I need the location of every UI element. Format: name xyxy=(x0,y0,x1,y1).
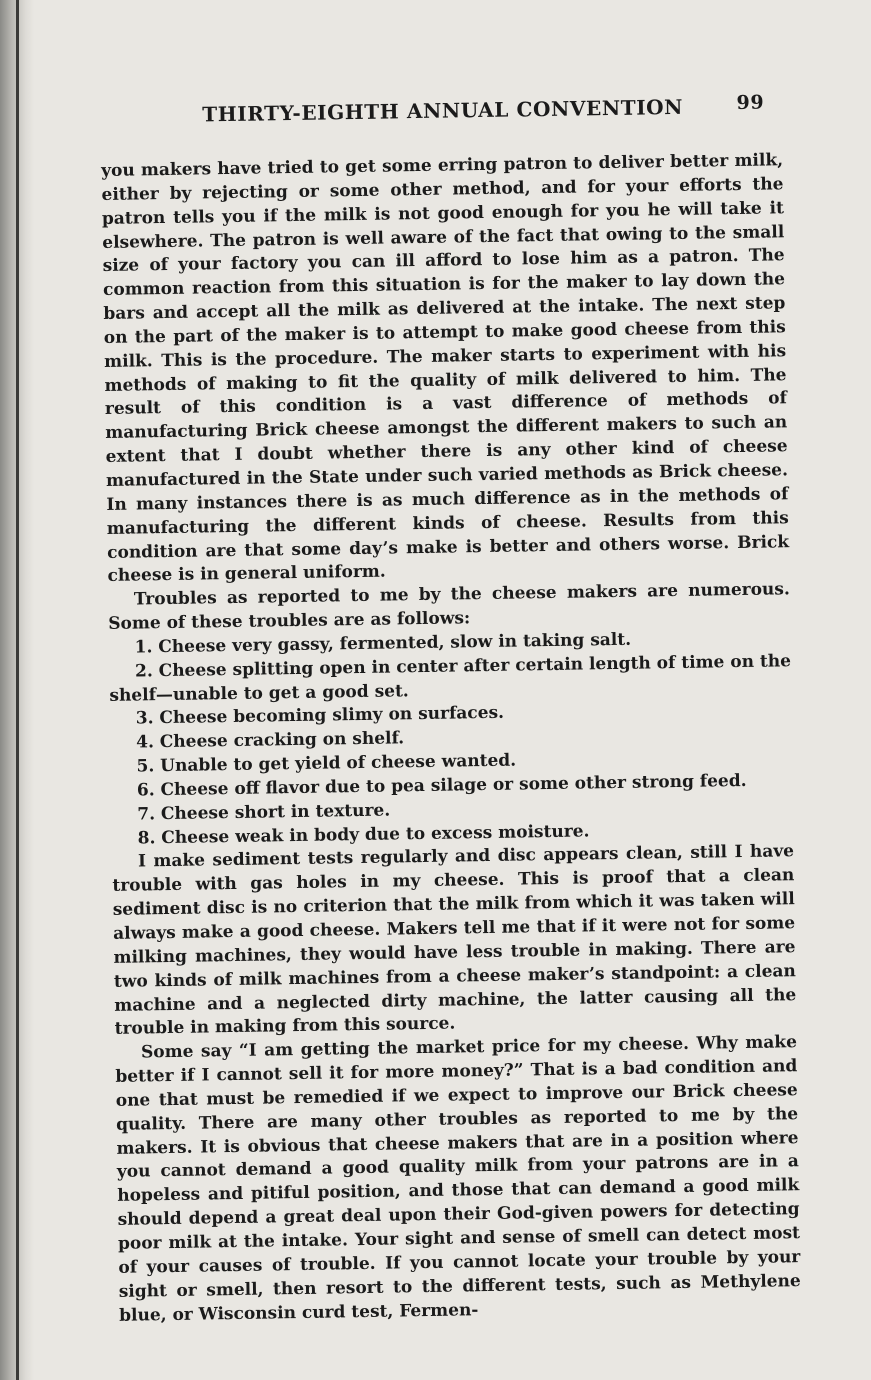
book-page xyxy=(100,85,801,1328)
binding-edge xyxy=(16,0,19,1380)
paragraph-makers-patrons: you makers have tried to get some erring patron to deliver better milk, either by rejecting or some other method, and for your efforts the patron tells you if the milk is not good enough for you he will take it elsewhere. The patron is well aware of the fact that owing to the small size of your factory you can ill afford to lose him as a patron. The common reaction from this situation is for the maker to lay down the bars and accept all the milk as delivered at the intake. The next step on the part of the maker is to attempt to make good cheese from this milk. This is the procedure. The maker starts to experiment with his methods of making to fit the quality of milk delivered to him. The result of this condition is a vast difference of methods of manufacturing Brick cheese amongst the different makers to such an extent that I doubt whether there is any other kind of cheese manufactured in the State under such varied methods as Brick cheese. In many instances there is as much difference as in the methods of manufacturing the different kinds of cheese. Results from this condition are that some day’s make is better and others worse. Brick cheese is in general uniform. xyxy=(101,150,790,587)
trouble-item-3: 3. Cheese becoming slimy on surfaces. xyxy=(135,703,505,729)
paragraph-troubles-intro: Troubles as reported to me by the cheese makers are numerous. Some of these troubles are as follows: xyxy=(108,579,790,634)
trouble-item-7: 7. Cheese short in texture. xyxy=(137,800,391,825)
running-head: THIRTY-EIGHTH ANNUAL CONVENTION xyxy=(202,94,684,127)
paragraph-market-price: Some say “I am getting the market price for my cheese. Why make better if I cannot sell it for more money?” That is a bad condition and one that must be remedied if we expect to improve our Brick cheese quality. There are many other troubles as reported to me by the makers. It is obvious that cheese makers that are in a position where you cannot demand a good quality milk from your patrons are in a hopeless and pitiful position, and those that can demand a good milk should depend a great deal upon their God-given powers for detecting poor milk at the intake. Your sight and sense of smell can detect most of your causes of trouble. If you cannot locate your trouble by your sight or smell, then resort to the different tests, such as Methylene blue, or Wisconsin curd test, Fermen- xyxy=(115,1032,801,1326)
trouble-item-6: 6. Cheese off flavor due to pea silage or some other strong feed. xyxy=(136,770,747,801)
trouble-item-5: 5. Unable to get yield of cheese wanted. xyxy=(136,750,517,777)
body-text xyxy=(101,149,801,1328)
page-header xyxy=(100,85,783,136)
trouble-item-2: 2. Cheese splitting open in center after certain length of time on the shelf—unable to get a good set. xyxy=(109,650,792,706)
trouble-item-4: 4. Cheese cracking on shelf. xyxy=(136,728,405,753)
paragraph-sediment-tests: I make sediment tests regularly and disc appears clean, still I have trouble with gas holes in my cheese. This is proof that a clean sediment disc is no criterion that the milk from which it was taken will always make a good cheese. Makers tell me that if it were not for some milking machines, they would have less trouble in making. There are two kinds of milk machines from a cheese maker’s standpoint: a clean machine and a neglected dirty machine, the latter causing all the trouble in making from this source. xyxy=(112,841,797,1040)
trouble-item-8: 8. Cheese weak in body due to excess moisture. xyxy=(137,821,590,849)
trouble-item-1: 1. Cheese very gassy, fermented, slow in taking salt. xyxy=(134,629,632,658)
page-number: 99 xyxy=(736,91,765,115)
